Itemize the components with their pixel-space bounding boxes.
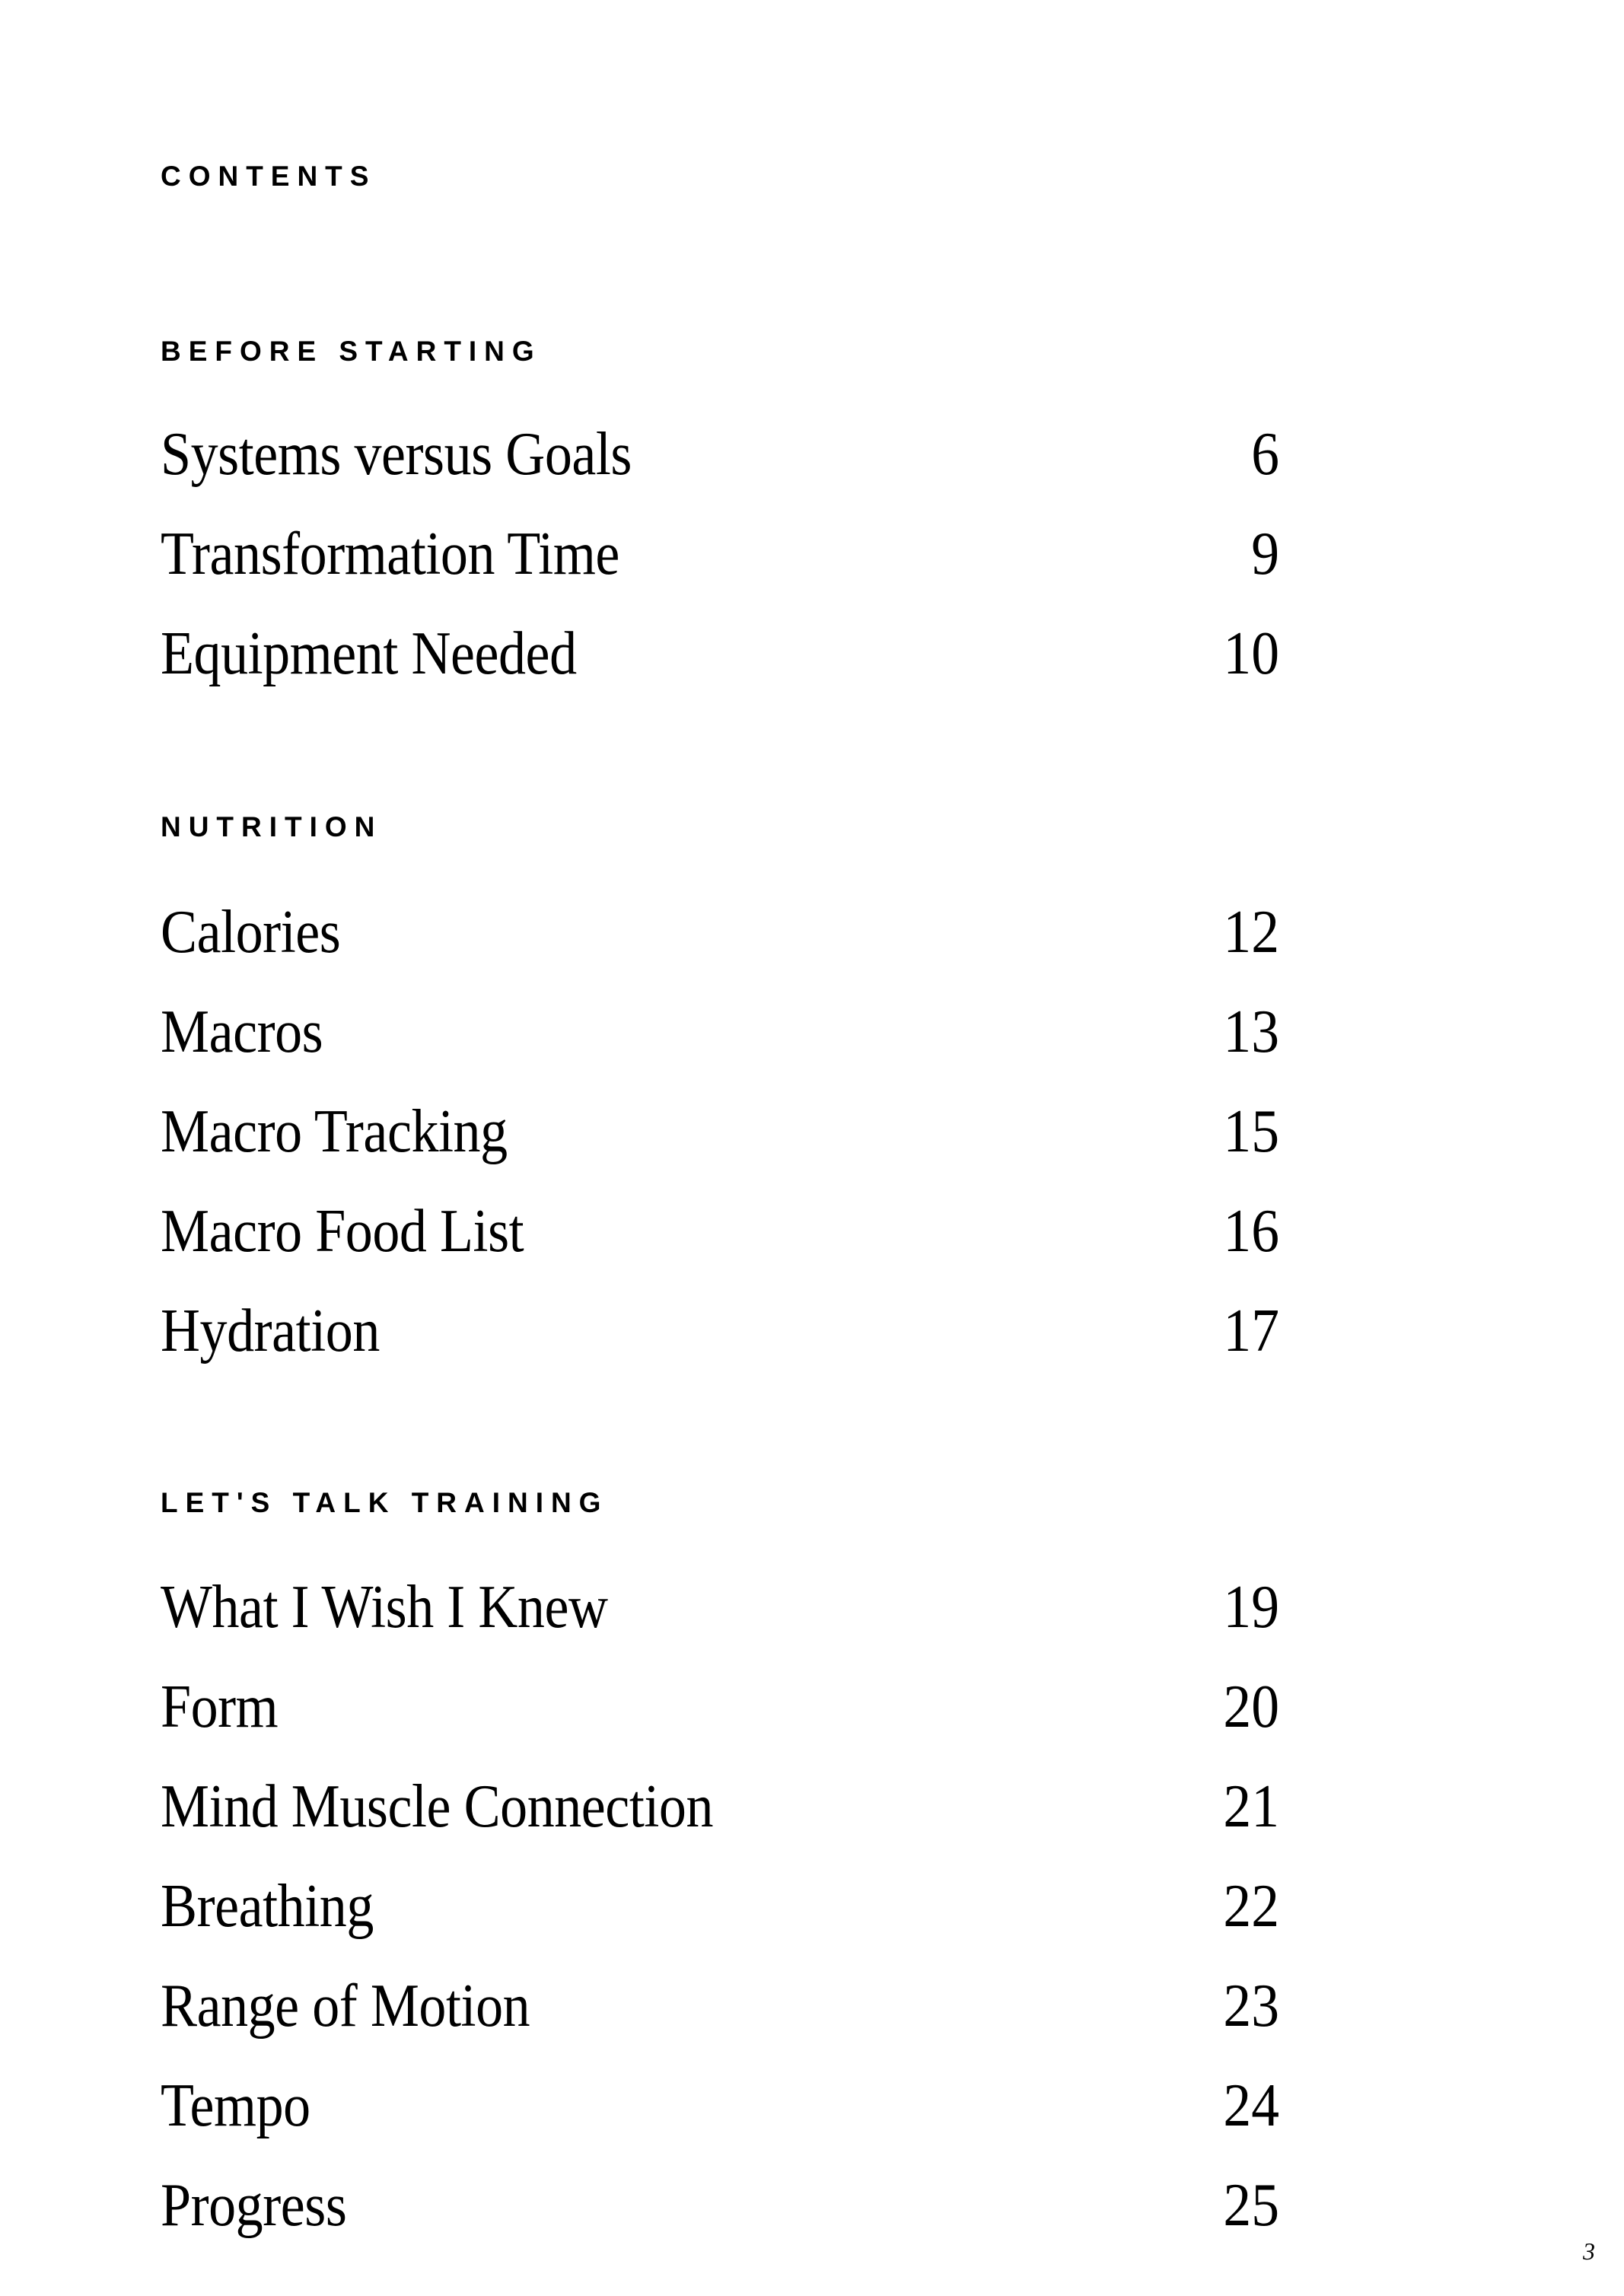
toc-entry[interactable] <box>161 1082 1279 1182</box>
toc-entry-page: 10 <box>1223 620 1279 687</box>
toc-entry-title: Breathing <box>161 1873 374 1940</box>
toc-entry-page: 16 <box>1223 1198 1279 1265</box>
toc-entry[interactable] <box>161 505 1279 604</box>
toc-entry-title: Tempo <box>161 2072 310 2139</box>
toc-entry[interactable] <box>161 1857 1279 1957</box>
toc-entry[interactable] <box>161 405 1279 505</box>
toc-entry-page: 19 <box>1223 1574 1279 1641</box>
toc-entry-title: Mind Muscle Connection <box>161 1773 714 1840</box>
toc-entry-title: Equipment Needed <box>161 620 577 687</box>
section-header-lets-talk-training: LET'S TALK TRAINING <box>161 1487 609 1518</box>
toc-entry[interactable] <box>161 1182 1279 1282</box>
toc-entry-page: 21 <box>1223 1773 1279 1840</box>
toc-list-before-starting <box>161 405 1279 704</box>
toc-entry[interactable] <box>161 1957 1279 2056</box>
toc-entry-title: Macro Tracking <box>161 1098 508 1165</box>
toc-entry[interactable] <box>161 1282 1279 1381</box>
toc-entry-title: Range of Motion <box>161 1973 530 2040</box>
toc-entry[interactable] <box>161 2056 1279 2156</box>
toc-entry[interactable] <box>161 883 1279 982</box>
toc-entry[interactable] <box>161 1558 1279 1658</box>
toc-entry-page: 12 <box>1223 899 1279 966</box>
toc-entry-title: What I Wish I Knew <box>161 1574 608 1641</box>
toc-list-nutrition <box>161 883 1279 1381</box>
toc-entry-page: 6 <box>1251 421 1279 488</box>
toc-entry-page: 20 <box>1223 1673 1279 1740</box>
section-header-nutrition: NUTRITION <box>161 811 383 842</box>
toc-entry-page: 22 <box>1223 1873 1279 1940</box>
toc-entry-title: Systems versus Goals <box>161 421 632 488</box>
contents-heading: CONTENTS <box>161 161 377 192</box>
toc-entry-page: 15 <box>1223 1098 1279 1165</box>
toc-entry-page: 17 <box>1223 1298 1279 1365</box>
toc-entry-title: Hydration <box>161 1298 380 1365</box>
toc-entry-page: 25 <box>1223 2172 1279 2239</box>
section-header-before-starting: BEFORE STARTING <box>161 336 542 367</box>
toc-entry-page: 13 <box>1223 998 1279 1065</box>
toc-entry-title: Macro Food List <box>161 1198 524 1265</box>
page-number: 3 <box>1583 2237 1595 2265</box>
toc-list-lets-talk-training <box>161 1558 1279 2256</box>
toc-entry-title: Transformation Time <box>161 521 619 588</box>
toc-entry-page: 9 <box>1251 521 1279 588</box>
toc-entry-page: 24 <box>1223 2072 1279 2139</box>
toc-entry-title: Progress <box>161 2172 347 2239</box>
toc-entry-title: Calories <box>161 899 341 966</box>
toc-entry-title: Macros <box>161 998 323 1065</box>
toc-entry[interactable] <box>161 604 1279 704</box>
toc-entry[interactable] <box>161 1658 1279 1757</box>
toc-entry-title: Form <box>161 1673 279 1740</box>
toc-entry[interactable] <box>161 2156 1279 2256</box>
toc-entry[interactable] <box>161 982 1279 1082</box>
toc-entry[interactable] <box>161 1757 1279 1857</box>
toc-entry-page: 23 <box>1223 1973 1279 2040</box>
